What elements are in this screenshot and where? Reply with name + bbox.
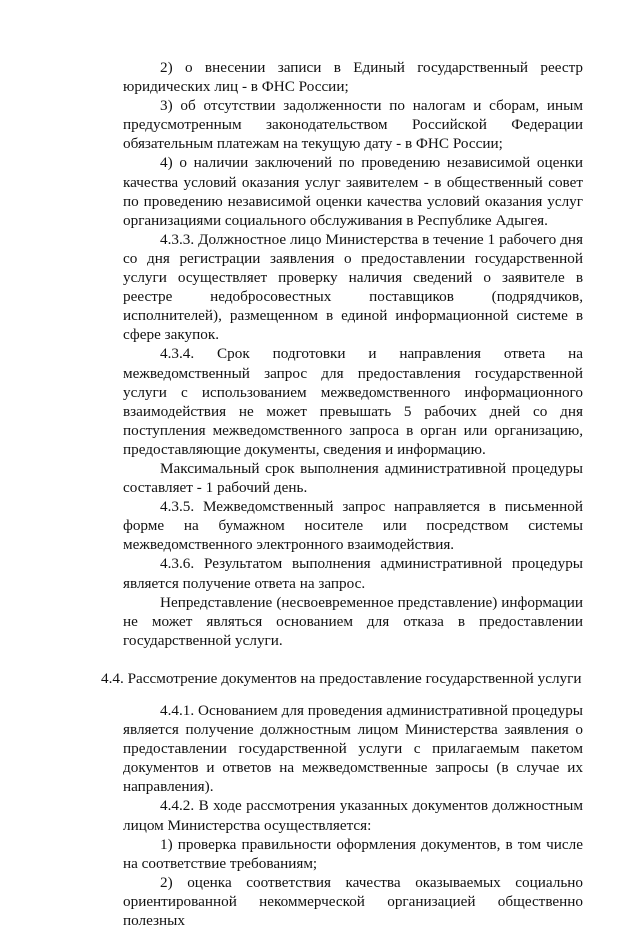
paragraph-4-3-5: 4.3.5. Межведомственный запрос направляется в письменной форме на бумажном носителе или посредством системы межведомственного электронного взаимодействия. [123, 498, 583, 554]
paragraph-max-term: Максимальный срок выполнения административной процедуры составляет - 1 рабочий день. [123, 459, 583, 497]
paragraph-registry-entry: 2) о внесении записи в Единый государственный реестр юридических лиц - в ФНС России; [123, 59, 583, 96]
paragraph-4-4-2: 4.4.2. В ходе рассмотрения указанных документов должностным лицом Министерства осуществляется: [123, 797, 583, 834]
paragraph-non-submission: Непредставление (несвоевременное представление) информации не может являться основанием для отказа в предоставлении государственной услуги. [123, 593, 583, 649]
paragraph-quality-assessment: 2) оценка соответствия качества оказываемых социально ориентированной некоммерческой организацией общественно полезных [123, 873, 583, 930]
paragraph-4-3-4: 4.3.4. Срок подготовки и направления ответа на межведомственный запрос для предоставления государственной услуги с использованием межведомственного информационного взаимодействия не может превышать 5 рабочих дней со дня поступления межведомственного запроса в орган или организацию, предоставляющие документы, сведения и информацию. [123, 345, 583, 458]
section-heading: 4.4. Рассмотрение документов на предоставление государственной услуги [101, 669, 582, 687]
paragraph-no-debt: 3) об отсутствии задолженности по налогам и сборам, иным предусмотренным законодательством Российской Федерации обязательным платежам на текущую дату - в ФНС России; [123, 97, 583, 153]
paragraph-4-3-3: 4.3.3. Должностное лицо Министерства в течение 1 рабочего дня со дня регистрации заявления о предоставлении государственной услуги осуществляет проверку наличия сведений о заявителе в реестре недобросовестных поставщиков (подрядчиков, исполнителей), размещенном в единой информационной системе в сфере закупок. [123, 230, 583, 344]
paragraph-4-3-6: 4.3.6. Результатом выполнения административной процедуры является получение ответа на запрос. [123, 555, 583, 592]
spacer [123, 688, 583, 701]
paragraph-4-4-1: 4.4.1. Основанием для проведения административной процедуры является получение должностным лицом Министерства заявления о предоставлении государственной услуги с прилагаемым пакетом документов и ответов на межведомственные запросы (в случае их направления). [123, 702, 583, 796]
spacer [123, 650, 583, 669]
paragraph-check-formatting: 1) проверка правильности оформления документов, в том числе на соответствие требованиям; [123, 835, 583, 872]
paragraph-independent-assessment: 4) о наличии заключений по проведению независимой оценки качества условий оказания услуг заявителем - в общественный совет по проведению независимой оценки качества условий оказания услуг организациями социального обслуживания в Республике Адыгея. [123, 154, 583, 229]
document-page [101, 58, 583, 930]
